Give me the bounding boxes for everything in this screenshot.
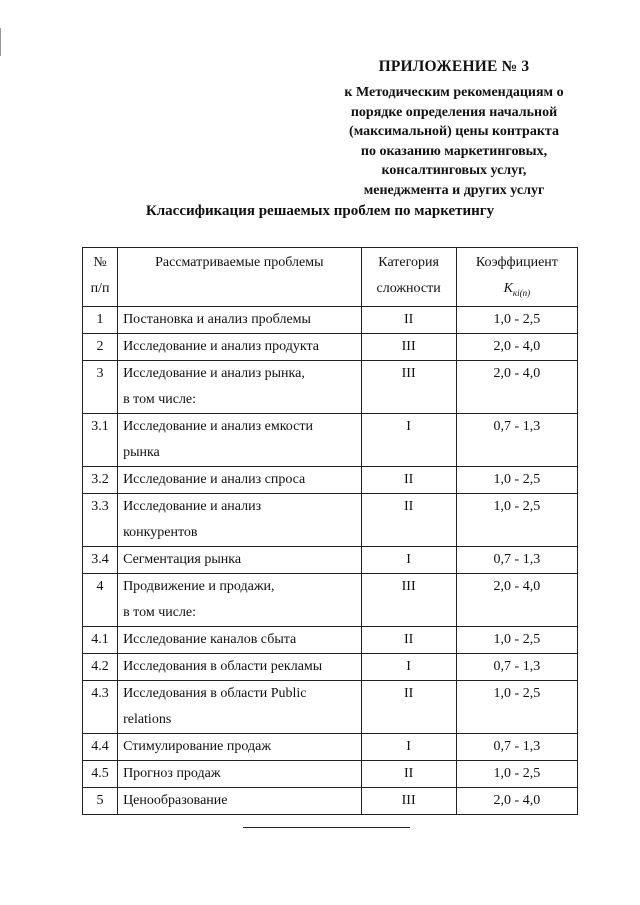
margin-mark — [0, 28, 1, 56]
row-problem-text: Исследование каналов сбыта — [123, 631, 297, 647]
row-problem — [118, 333, 361, 360]
row-coefficient: 0,7 - 1,3 — [456, 413, 577, 466]
row-category: III — [361, 787, 456, 814]
row-problem — [118, 573, 361, 626]
header-coefficient-symbol — [462, 276, 572, 306]
header-coefficient-line1: Коэффициент — [475, 255, 558, 270]
row-problem — [118, 787, 361, 814]
appendix-subtitle-line: порядке определения начальной — [350, 104, 558, 120]
appendix-subtitle — [324, 83, 584, 200]
row-number: 3.2 — [83, 466, 118, 493]
row-problem-continuation: рынка — [123, 444, 160, 460]
row-problem — [118, 493, 361, 546]
document-title: Классификация решаемых проблем по маркетингу — [145, 203, 495, 219]
row-coefficient: 1,0 - 2,5 — [456, 626, 577, 653]
row-problem-text: Исследование и анализ спроса — [123, 471, 306, 487]
row-coefficient: 0,7 - 1,3 — [456, 653, 577, 680]
row-category: II — [361, 760, 456, 787]
appendix-subtitle-line: консалтинговых услуг, — [381, 163, 527, 178]
row-number: 3 — [83, 360, 118, 413]
table-row — [83, 333, 578, 360]
row-problem — [118, 680, 361, 733]
row-coefficient: 2,0 - 4,0 — [456, 787, 577, 814]
row-problem — [118, 733, 361, 760]
row-number: 1 — [83, 306, 118, 333]
classification-table — [82, 247, 578, 815]
table-row — [83, 760, 578, 787]
table-row — [83, 573, 578, 626]
coef-symbol: K — [503, 281, 513, 296]
row-number: 3.3 — [83, 493, 118, 546]
row-number: 4.1 — [83, 626, 118, 653]
row-category: I — [361, 653, 456, 680]
row-problem — [118, 626, 361, 653]
row-problem-text: Сегментация рынка — [123, 551, 242, 567]
row-problem — [118, 306, 361, 333]
table-row — [83, 413, 578, 466]
row-problem — [118, 760, 361, 787]
row-problem-text: Исследование и анализ — [123, 498, 262, 514]
row-category: II — [361, 306, 456, 333]
table-row — [83, 733, 578, 760]
table-row — [83, 546, 578, 573]
row-coefficient: 2,0 - 4,0 — [456, 333, 577, 360]
row-coefficient: 2,0 - 4,0 — [456, 360, 577, 413]
row-problem-text: Прогноз продаж — [123, 765, 221, 781]
row-number: 4.4 — [83, 733, 118, 760]
row-category: II — [361, 626, 456, 653]
row-problem-text: Исследование и анализ емкости — [123, 418, 313, 434]
row-coefficient: 2,0 - 4,0 — [456, 573, 577, 626]
row-problem — [118, 360, 361, 413]
appendix-title: ПРИЛОЖЕНИЕ № 3 — [378, 58, 530, 75]
row-problem-text: Исследование и анализ продукта — [123, 338, 319, 354]
row-coefficient: 1,0 - 2,5 — [456, 493, 577, 546]
row-problem-continuation: конкурентов — [123, 524, 198, 540]
row-problem-text: Продвижение и продажи, — [123, 578, 275, 594]
row-coefficient: 1,0 - 2,5 — [456, 680, 577, 733]
appendix-subtitle-line: (максимальной) цены контракта — [349, 124, 559, 139]
table-row — [83, 360, 578, 413]
row-coefficient: 0,7 - 1,3 — [456, 546, 577, 573]
row-coefficient: 1,0 - 2,5 — [456, 760, 577, 787]
row-coefficient: 0,7 - 1,3 — [456, 733, 577, 760]
row-category: III — [361, 573, 456, 626]
row-problem-text: Ценообразование — [123, 792, 228, 808]
header-problem: Рассматриваемые проблемы — [118, 248, 361, 307]
row-problem-text: Постановка и анализ проблемы — [123, 311, 311, 327]
appendix-subtitle-line: к Методическим рекомендациям о — [344, 85, 564, 100]
header-number-line2: п/п — [90, 281, 110, 296]
header-category-line2: сложности — [376, 281, 441, 296]
row-problem-text: Исследование и анализ рынка, — [123, 365, 305, 381]
table-header-row — [83, 248, 578, 307]
row-number: 4 — [83, 573, 118, 626]
row-problem — [118, 546, 361, 573]
appendix-header — [324, 58, 584, 200]
appendix-subtitle-line: менеджмента и других услуг — [363, 182, 545, 198]
row-problem — [118, 653, 361, 680]
table-row — [83, 626, 578, 653]
row-category: III — [361, 333, 456, 360]
header-number — [83, 248, 118, 307]
bottom-rule — [243, 827, 410, 828]
row-problem — [118, 466, 361, 493]
table-body — [83, 306, 578, 814]
table-row — [83, 787, 578, 814]
row-number: 4.2 — [83, 653, 118, 680]
row-problem-continuation: в том числе: — [123, 604, 197, 620]
row-category: II — [361, 680, 456, 733]
row-number: 3.4 — [83, 546, 118, 573]
table-row — [83, 493, 578, 546]
row-category: III — [361, 360, 456, 413]
row-category: II — [361, 493, 456, 546]
row-category: I — [361, 733, 456, 760]
row-number: 4.3 — [83, 680, 118, 733]
table-row — [83, 680, 578, 733]
row-number: 5 — [83, 787, 118, 814]
row-problem-text: Исследования в области рекламы — [123, 658, 323, 674]
table-row — [83, 466, 578, 493]
row-problem-continuation: relations — [123, 711, 172, 727]
row-problem-text: Стимулирование продаж — [123, 738, 271, 754]
table-row — [83, 653, 578, 680]
row-number: 2 — [83, 333, 118, 360]
row-number: 3.1 — [83, 413, 118, 466]
header-category-line1: Категория — [378, 255, 439, 270]
coef-subscript: кi(n) — [512, 287, 531, 298]
header-number-line1: № — [93, 255, 107, 270]
row-category: I — [361, 413, 456, 466]
row-category: I — [361, 546, 456, 573]
row-coefficient: 1,0 - 2,5 — [456, 466, 577, 493]
row-problem-text: Исследования в области Public — [123, 685, 307, 701]
appendix-subtitle-line: по оказанию маркетинговых, — [360, 143, 548, 159]
row-category: II — [361, 466, 456, 493]
header-coefficient — [456, 248, 577, 307]
row-problem — [118, 413, 361, 466]
table-row — [83, 306, 578, 333]
row-problem-continuation: в том числе: — [123, 391, 197, 407]
row-coefficient: 1,0 - 2,5 — [456, 306, 577, 333]
row-number: 4.5 — [83, 760, 118, 787]
header-category — [361, 248, 456, 307]
